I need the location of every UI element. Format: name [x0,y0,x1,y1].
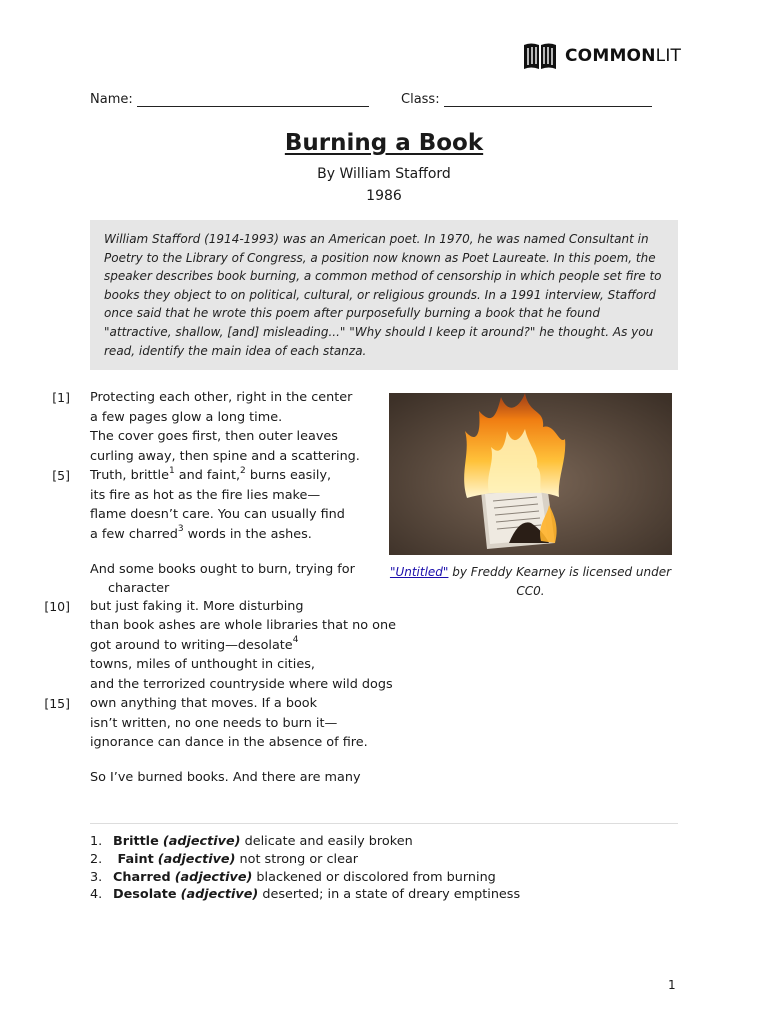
footnote-ref-1: 1 [168,465,175,476]
intro-box: William Stafford (1914-1993) was an American poet. In 1970, he was named Consultant in Poetry to the Library of Congress, a position now known as Poet Laureate. In this poem, the speaker describes book burning, a common method of censorship in which people set fire to books they object to on political, cultural, or religious grounds. In a 1991 interview, Stafford once said that he wrote this poem after purposefully burning a book that he found "attractive, shallow, [and] misleading..." "Why should I keep it around?" he thought. As you read, identify the main idea of each stanza. [90,220,678,370]
poem-line-3: The cover goes first, then outer leaves [90,429,338,444]
poem-line-13: towns, miles of unthought in cities, [90,657,315,672]
commonlit-logo [522,42,681,70]
poem-line-6: its fire as hot as the fire lies make— [90,487,321,503]
author-line: By William Stafford [317,166,451,182]
poem-line-14: and the terrorized countryside where wild dogs [90,676,393,692]
name-blank-line[interactable] [137,93,369,107]
poem-line-18: So I’ve burned books. And there are many [90,769,361,785]
footnote-item: 3. Charred (adjective) blackened or discolored from burning [90,869,496,885]
name-field[interactable] [90,92,369,107]
poem-text [44,388,396,787]
logo-wordmark: COMMONLIT [565,46,682,66]
name-label: Name: [90,92,133,107]
footnote-item: 2. Faint (adjective) not strong or clear [90,851,359,867]
poem-line-4: curling away, then spine and a scattering. [90,448,360,464]
photo-caption: "Untitled" by Freddy Kearney is licensed under CC0. [389,565,672,598]
page-title: Burning a Book [284,130,484,156]
poem-line-16: isn’t written, no one needs to burn it— [90,715,338,731]
burning-book-photo [389,393,672,555]
footnote-item: 1. Brittle (adjective) delicate and easily broken [90,834,413,849]
line-number-5: [5] [52,468,70,483]
photo-credit-link[interactable]: "Untitled" [389,565,449,579]
line-number-1: [1] [52,390,70,405]
line-number-15: [15] [44,696,70,711]
poem-line-11: than book ashes are whole libraries that no one [90,618,396,633]
footnote-divider [90,823,678,824]
poem-line-12: got around to writing—desolate$^4$ [90,635,299,653]
class-field[interactable] [401,92,652,107]
poem-line-17: ignorance can dance in the absence of fire. [90,735,368,750]
poem-line-1: [1] Protecting each other, right in the center [90,388,390,408]
poem-line-9: And some books ought to burn, trying for [90,562,355,577]
poem-line-10: [10] but just faking it. More disturbing [90,597,390,617]
publication-year: 1986 [366,188,402,204]
footnote-item: 4. Desolate (adjective) deserted; in a state of dreary emptiness [90,887,521,903]
poem-line-9-continued: character [108,580,170,596]
page-number: 1 [668,978,676,992]
poem-line-15: [15] own anything that moves. If a book [90,694,390,714]
class-blank-line[interactable] [444,93,652,107]
footnotes-list [90,833,678,904]
footnote-ref-4: 4 [292,635,299,646]
poem-line-7: flame doesn’t care. You can usually find [90,507,345,522]
poem-line-2: a few pages glow a long time. [90,409,283,425]
poem-line-8: a few charred$^3$ words in the ashes. [90,524,312,542]
class-label: Class: [401,92,440,107]
open-book-icon [522,42,558,70]
footnote-ref-2: 2 [240,465,246,476]
footnote-ref-3: 3 [177,524,184,535]
line-number-10: [10] [44,598,70,614]
poem-line-5: [5] Truth, brittle$^1$ and faint,$^2$ burns easily, [90,466,390,486]
